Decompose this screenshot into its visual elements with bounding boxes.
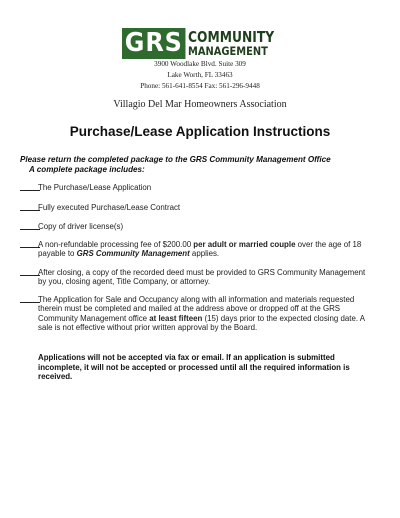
logo-words: [188, 27, 293, 58]
checklist-item-application: The Purchase/Lease Application: [38, 183, 373, 192]
checkbox-blank-line: [20, 183, 40, 191]
address-phone-fax: Phone: 561-641-8554 Fax: 561-296-9448: [140, 82, 260, 90]
checkbox-blank-line: [20, 203, 40, 211]
page-title: Purchase/Lease Application Instructions: [69, 124, 331, 139]
logo-word-community: COMMUNITY: [188, 27, 275, 46]
checklist-item-deed: After closing, a copy of the recorded deed must be provided to GRS Community Management by you, closing agent, Title Company, or attorney.: [38, 268, 373, 287]
checklist-item-contract: Fully executed Purchase/Lease Contract: [38, 203, 373, 212]
address-city: Lake Worth, FL 33463: [167, 71, 233, 79]
checkbox-blank-line: [20, 295, 40, 303]
checklist-item-fee: A non-refundable processing fee of $200.00 per adult or married couple over the age of 18 payable to GRS Community Management applies.: [38, 240, 373, 259]
submission-warning: Applications will not be accepted via fax or email. If an application is submitted incomplete, it will not be accepted or processed until all the required information is received.: [38, 353, 350, 382]
association-name: Villagio Del Mar Homeowners Association: [113, 99, 287, 110]
grs-logo: [122, 27, 278, 60]
checkbox-blank-line: [20, 222, 40, 230]
checkbox-blank-line: [20, 268, 40, 276]
address-street: 3900 Woodlake Blvd. Suite 309: [154, 60, 246, 68]
checklist-item-license: Copy of driver license(s): [38, 222, 373, 231]
logo-word-management: MANAGEMENT: [188, 43, 269, 58]
checklist-item-occupancy: The Application for Sale and Occupancy along with all information and materials requested therein must be completed and mailed at the address above or dropped off at the GRS Community Management office at least fifteen (15) days prior to the expected closing date. A sale is not effective without prior written approval by the Board.: [38, 295, 373, 332]
lead-package-heading: A complete package includes:: [29, 165, 145, 174]
checkbox-blank-line: [20, 240, 40, 248]
lead-instruction: Please return the completed package to the GRS Community Management Office: [20, 155, 331, 164]
logo-mark: GRS: [122, 28, 186, 59]
